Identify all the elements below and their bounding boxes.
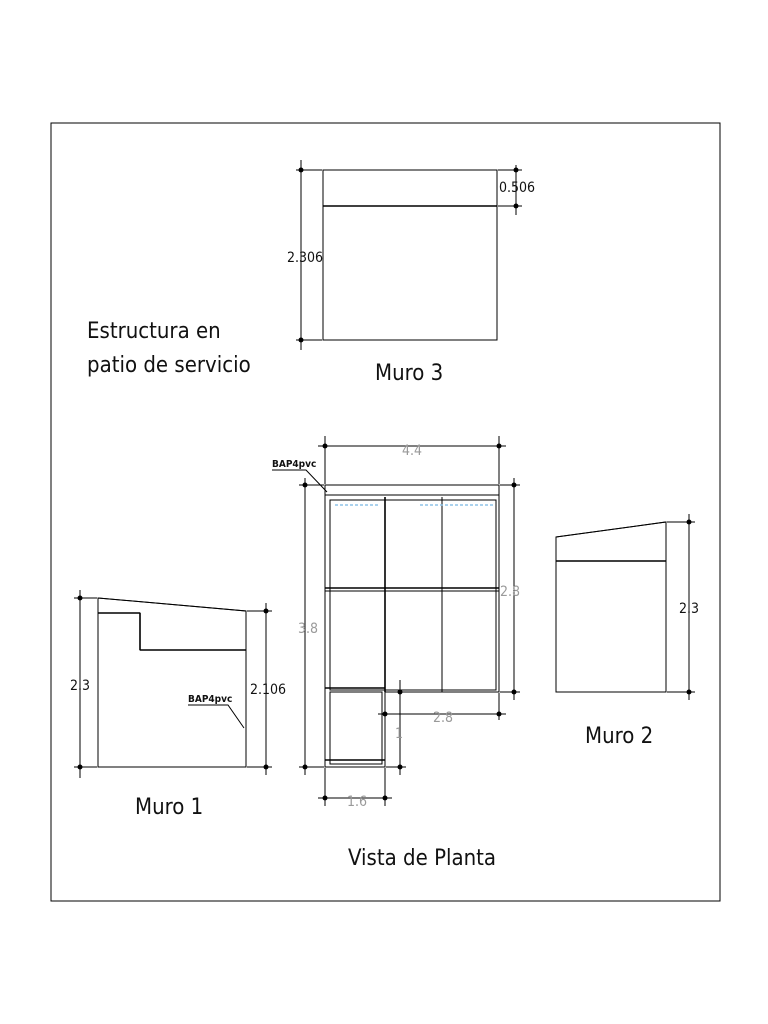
plan-right-dim: 2.8 [500,584,521,600]
title-line2: patio de servicio [87,353,251,378]
muro1-label: Muro 1 [135,795,204,820]
muro2-height-dim: 2.3 [679,601,700,617]
plan-label: Vista de Planta [348,846,497,871]
plan-small-dim: 1 [395,726,404,742]
muro3-elevation [296,160,522,350]
muro3-height-dim: 2.306 [287,250,324,266]
plan-tag: BAP4pvc [272,459,317,470]
title-line1: Estructura en [87,319,221,344]
muro1-left-dim: 2.3 [70,678,91,694]
plan-top-dim: 4.4 [402,443,423,459]
muro2-label: Muro 2 [585,724,654,749]
muro1-tag: BAP4pvc [188,694,233,705]
plan-bottom-dim: 1.6 [347,794,368,810]
plan-mid-dim: 2.8 [433,710,454,726]
muro2-elevation [556,514,695,700]
muro3-label: Muro 3 [375,361,444,386]
muro3-top-dim: 0.506 [499,180,536,196]
muro1-right-dim: 2.106 [250,682,287,698]
plan-left-dim: 3.8 [298,621,319,637]
muro1-elevation [74,590,272,778]
